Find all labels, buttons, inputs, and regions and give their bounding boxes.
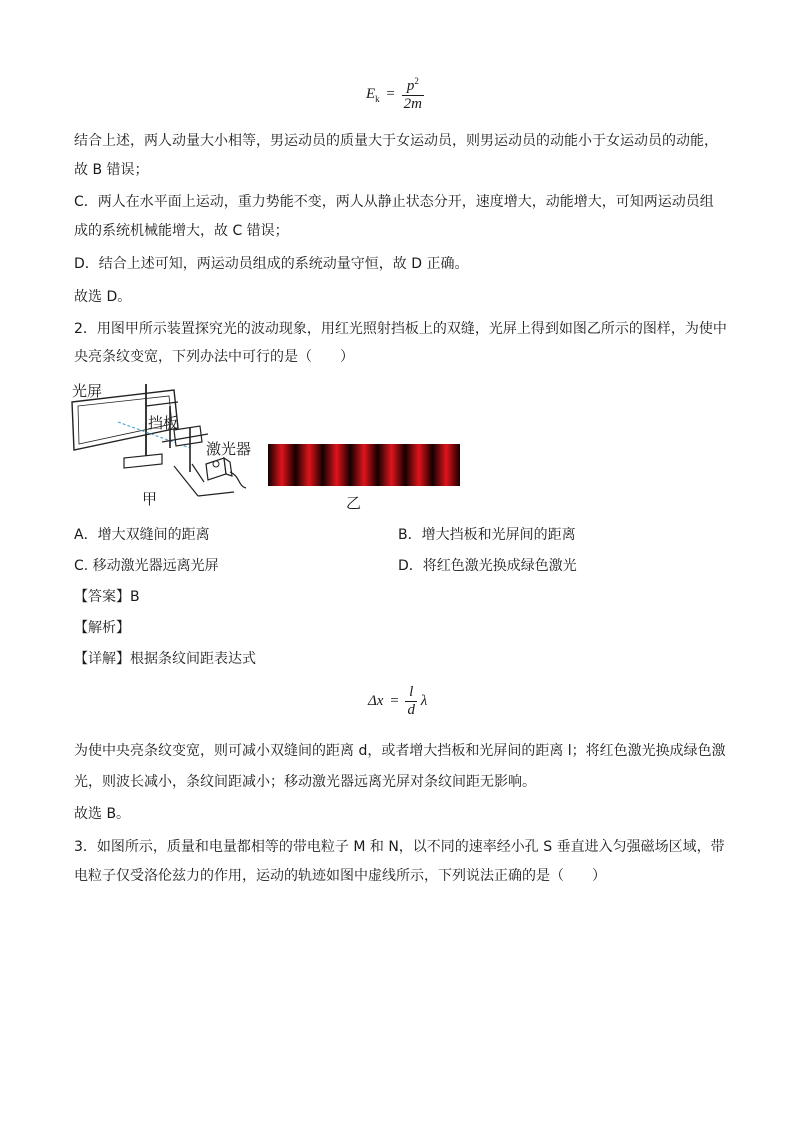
answer-tag: 【答案】 [74,589,130,605]
answer-value: B [130,589,140,605]
explanation-line: 光，则波长减小，条纹间距减小；移动激光器远离光屏对条纹间距无影响。 [74,774,536,790]
bright-fringe [378,444,405,486]
option-c-explanation-line: C．两人在水平面上运动，重力势能不变，两人从静止状态分开，速度增大，动能增大，可知两运动员组 [74,194,714,210]
formula-ek-fraction [402,76,424,113]
bright-fringe [295,444,322,486]
kinetic-energy-formula [366,76,424,113]
question-2-stem-line: 2．用图甲所示装置探究光的波动现象，用红光照射挡板上的双缝，光屏上得到如图乙所示的图样，为使中 [74,321,727,337]
formula-dx-lambda: λ [420,692,428,709]
option-c: C. 移动激光器远离光屏 [74,558,219,574]
fringe-spacing-formula [368,684,427,719]
bright-fringe [350,444,377,486]
option-c-explanation-line: 成的系统机械能增大，故 C 错误； [74,223,289,239]
conclusion-d: 故选 D。 [74,289,132,305]
formula-ek-num: p [406,78,415,94]
explanation-line: 为使中央亮条纹变宽，则可减小双缝间的距离 d，或者增大挡板和光屏间的距离 l；将红色激光换成绿色激 [74,743,726,759]
label-light-screen: 光屏 [72,382,103,400]
analysis-tag: 【解析】 [74,620,130,636]
option-d-explanation-line: D．结合上述可知，两运动员组成的系统动量守恒，故 D 正确。 [74,256,469,272]
formula-ek-sub: k [375,93,380,104]
detail-line [74,650,256,668]
label-laser: 激光器 [206,440,252,458]
paragraph-line: 故 B 错误； [74,162,149,178]
question-2-stem-line: 央亮条纹变宽，下列办法中可行的是（ ） [74,349,354,365]
formula-ek-den: 2m [403,96,422,112]
formula-dx-num: l [405,684,417,702]
bright-fringe [405,444,432,486]
formula-dx-eq: = [390,692,399,709]
option-b: B．增大挡板和光屏间的距离 [398,527,576,543]
interference-pattern-yi [268,444,460,486]
label-figure-yi: 乙 [346,494,362,512]
detail-tag: 【详解】 [74,651,130,667]
formula-dx-den: d [407,702,415,718]
option-a: A．增大双缝间的距离 [74,527,210,543]
laser-cable [230,472,246,488]
bright-fringe [323,444,350,486]
fringe-bands [268,444,460,486]
detail-text: 根据条纹间距表达式 [130,651,256,667]
question-3-stem-line: 电粒子仅受洛伦兹力的作用，运动的轨迹如图中虚线所示，下列说法正确的是（ ） [74,868,606,884]
formula-ek-eq: = [386,85,395,102]
option-d: D．将红色激光换成绿色激光 [398,558,577,574]
formula-ek-lhs: E [366,85,376,102]
question-3-stem-line: 3．如图所示，质量和电量都相等的带电粒子 M 和 N，以不同的速率经小孔 S 垂直进入匀强磁场区域，带 [74,839,725,855]
conclusion-b: 故选 B。 [74,806,131,822]
formula-dx-lhs: Δx [368,692,384,709]
paragraph-line: 结合上述，两人动量大小相等，男运动员的质量大于女运动员，则男运动员的动能小于女运动员的动能， [74,133,718,149]
answer-line [74,588,140,606]
label-figure-jia: 甲 [142,490,158,508]
formula-dx-fraction [405,684,417,719]
formula-ek-sup: 2 [414,76,419,86]
label-baffle: 挡板 [148,414,179,432]
bright-fringe [268,444,295,486]
bright-fringe [433,444,460,486]
